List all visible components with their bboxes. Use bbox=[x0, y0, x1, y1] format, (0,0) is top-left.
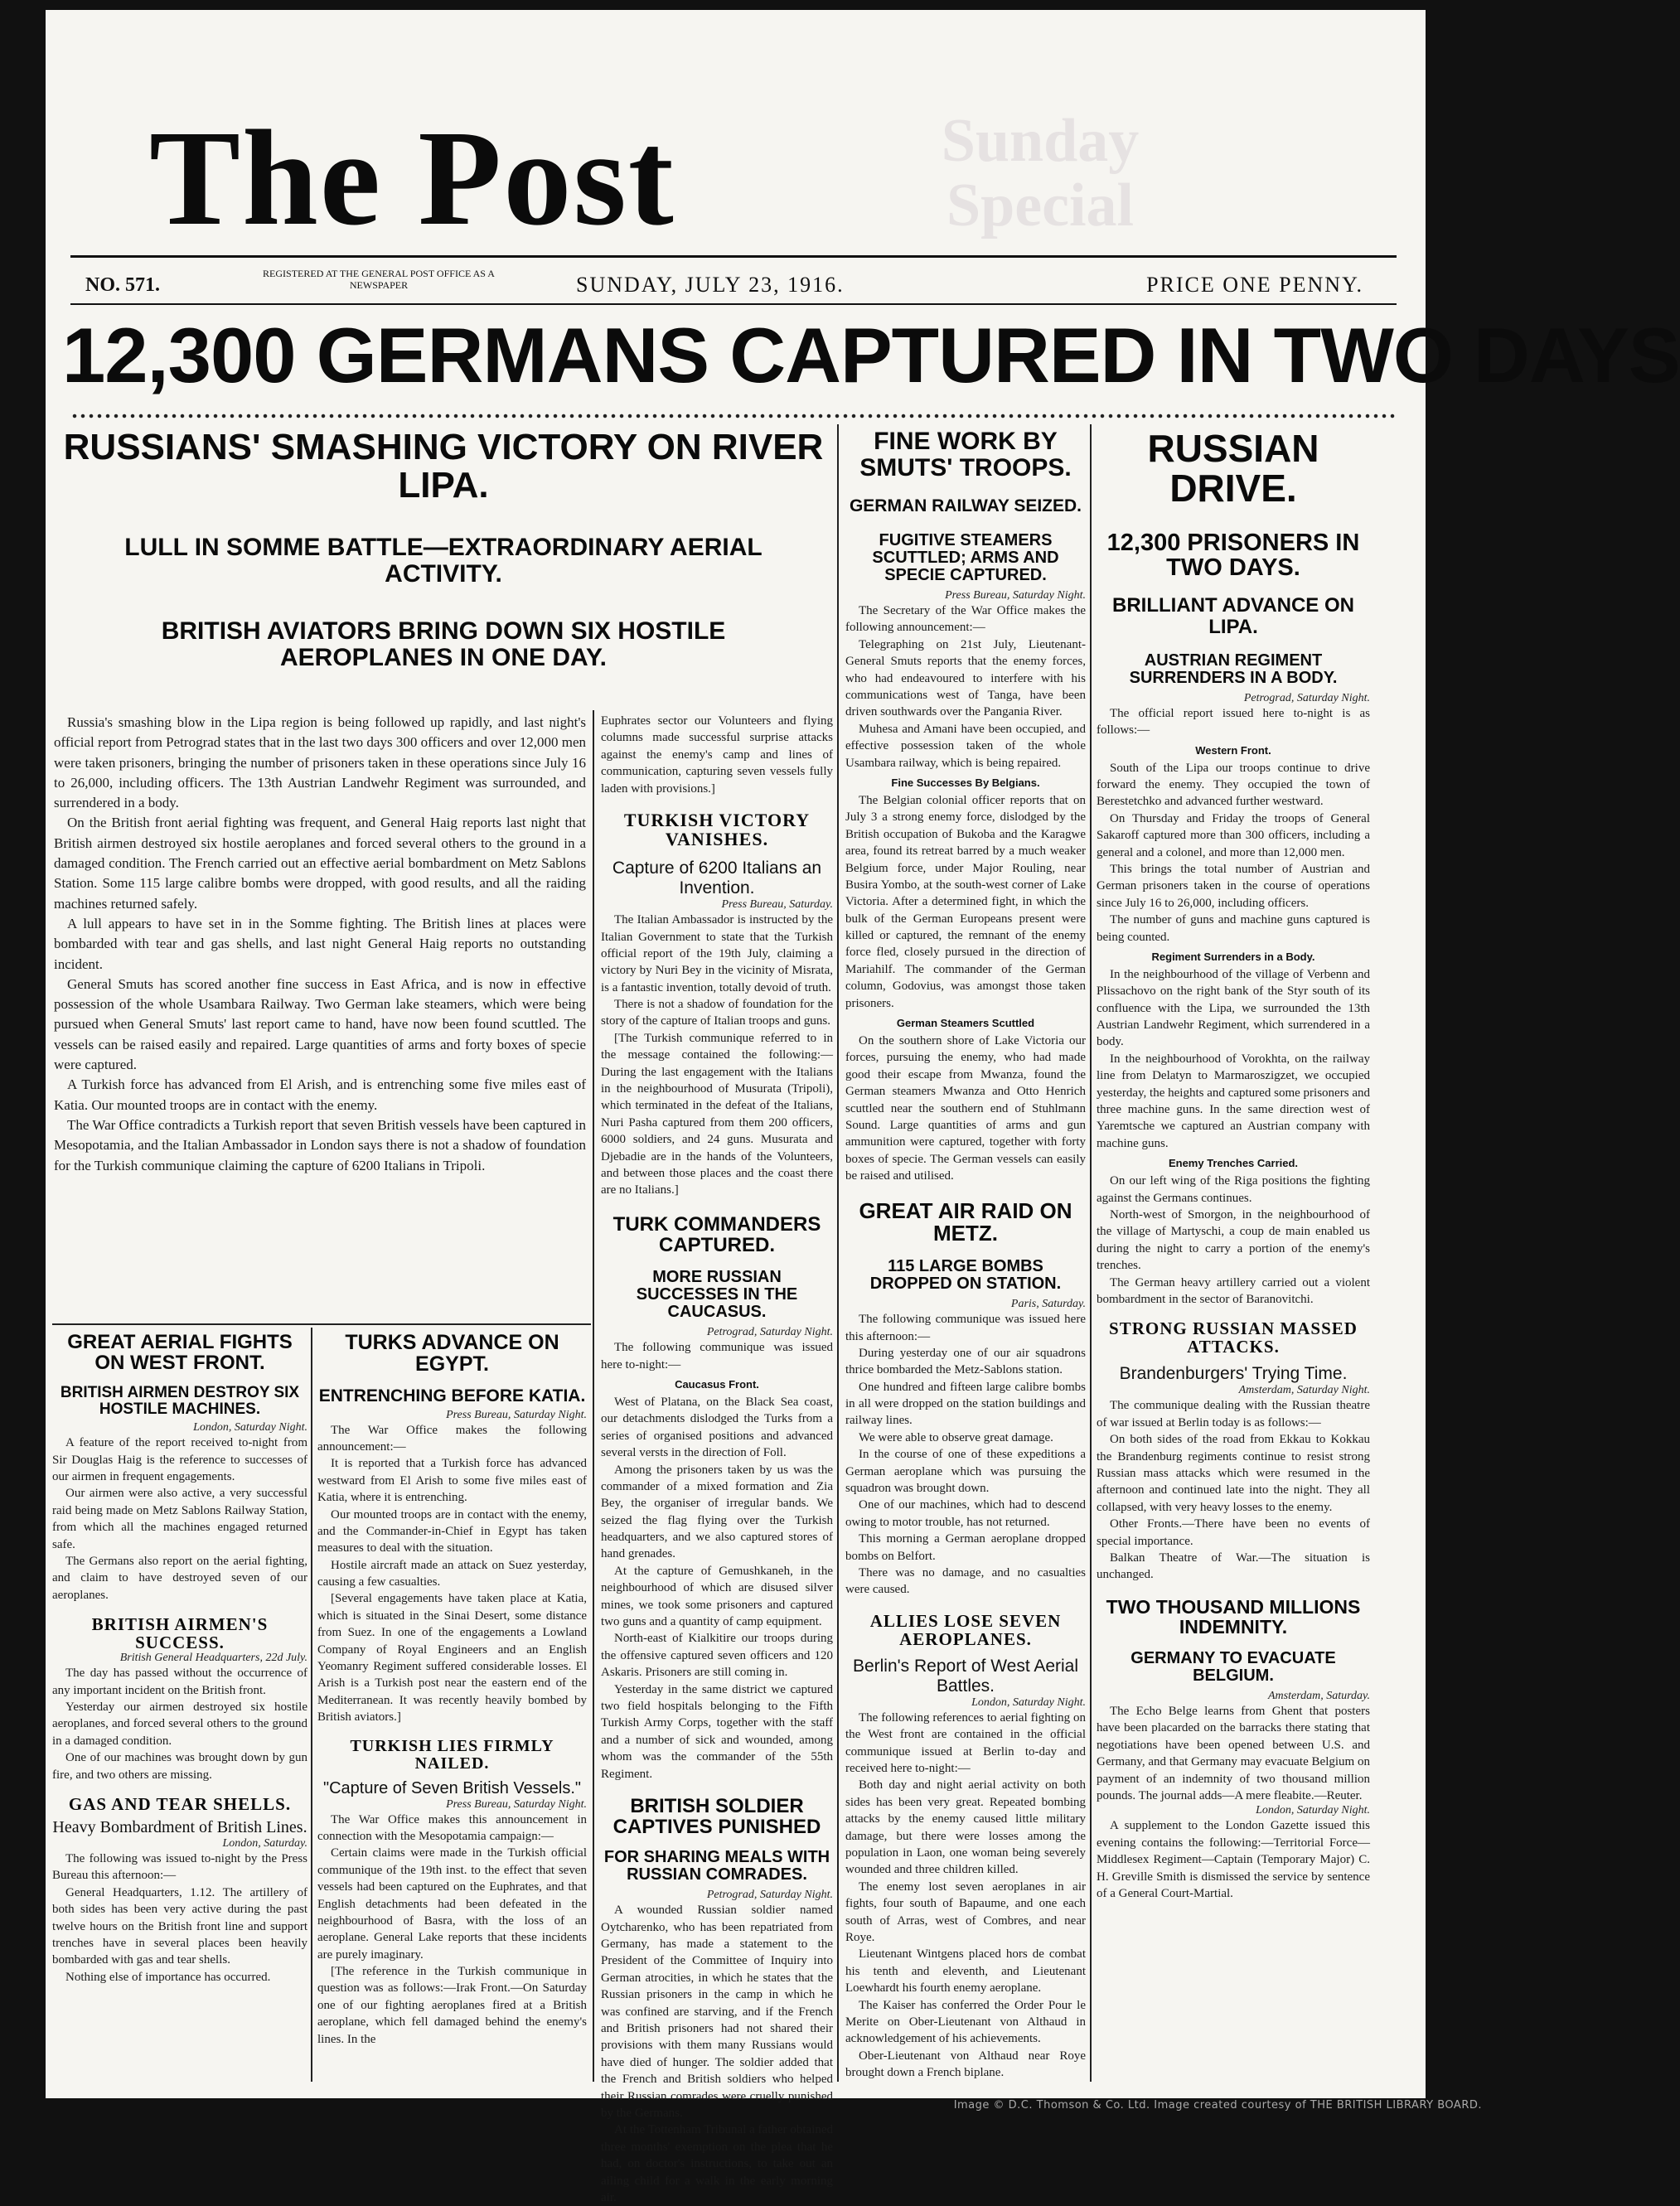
byline: Petrograd, Saturday Night. bbox=[706, 1889, 833, 1902]
paragraph: Ober-Lieutenant von Althaud near Roye brought down a French biplane. bbox=[845, 2049, 1086, 2080]
lead-story-heads bbox=[54, 428, 833, 709]
paragraph: A supplement to the London Gazette issued this evening contains the following:—Territorial Force—Middlesex Regiment—Captain (Temporary Major) C. H. Greville Smith is dismissed the service by sentence of a General Court-Martial. bbox=[1097, 1819, 1370, 1900]
airmen-success-headline: BRITISH AIRMEN'S SUCCESS. bbox=[91, 1614, 269, 1653]
section-rule bbox=[52, 1323, 591, 1325]
paragraph: On our left wing of the Riga positions the fighting against the Germans continues. bbox=[1097, 1174, 1370, 1205]
paragraph: At the Tottenham Tribunal a father obtained three months' exemption on the plea that he had, on doctor's instructions, to take out an ailing child for a walk in the early morning air. bbox=[601, 2123, 833, 2204]
column-b bbox=[601, 713, 833, 2204]
paragraph: General Smuts has scored another fine success in East Africa, and is now in effective possession of the whole Usambara Railway. Two German lake steamers, which were being pursued when General Smuts' last report came to hand, have now been found scuttled. The vessels can be raised easily and repaired. Large quantities of arms and forty boxes of specie were captured. bbox=[54, 975, 586, 1073]
paragraph: Our mounted troops are in contact with the enemy, and the Commander-in-Chief in Egypt has taken measures to deal with the situation. bbox=[317, 1507, 587, 1555]
masthead-title: The Post bbox=[149, 102, 675, 254]
paragraph: South of the Lipa our troops continue to drive forward the enemy. They occupied the town of Berestetchko and advanced further westward. bbox=[1097, 761, 1370, 809]
paragraph: On both sides of the road from Ekkau to Kokkau the Brandenburg regiments continue to resist strong Russian mass attacks which were resumed in the afternoon and continued late into the night. They all collapsed, with very heavy losses to the enemy. bbox=[1097, 1433, 1370, 1514]
paragraph: A lull appears to have set in in the Somme fighting. The British lines at places were bombarded with tear and gas shells, and last night General Haig reports no outstanding incident. bbox=[54, 915, 586, 972]
paragraph: Certain claims were made in the Turkish official communique of the 19th inst. to the effect that seven vessels had been captured on the Euphrates, and that English detachments had been defeated in the neighbourhood of Basra, with the loss of an aeroplane. General Lake reports that these incidents are purely imaginary. bbox=[317, 1846, 587, 1962]
banner-headline: 12,300 GERMANS CAPTURED IN TWO DAYS bbox=[62, 312, 1680, 399]
paragraph: It is reported that a Turkish force has advanced westward from El Arish to some five miles east of Katia, where it is entrenching. bbox=[317, 1457, 587, 1505]
subhead: Enemy Trenches Carried. bbox=[1168, 1157, 1299, 1170]
turk-commanders-headline: TURK COMMANDERS CAPTURED. bbox=[612, 1212, 821, 1256]
paragraph: General Headquarters, 1.12. The artillery of both sides has been very active during the past twelve hours on the British front line and support trenches have in several places been heavily bombarded with gas and tear shells. bbox=[52, 1885, 307, 1967]
subhead: German Steamers Scuttled bbox=[896, 1017, 1035, 1030]
allies-lose-deck: Berlin's Report of West Aerial Battles. bbox=[852, 1656, 1079, 1696]
paragraph: The enemy lost seven aeroplanes in air fights, four south of Bapaume, and one each south of Arras, west of Combres, and near Roye. bbox=[845, 1879, 1086, 1944]
byline: British General Headquarters, 22d July. bbox=[119, 1652, 307, 1665]
russian-drive-deck: BRILLIANT ADVANCE ON LIPA. bbox=[1112, 594, 1354, 638]
paragraph: [The Turkish communique referred to in the message contained the following:—During the last engagement with the Italians in the neighbourhood of Musurata (Tripoli), which terminated in the defeat of the Italians, Nuri Pasha captured from them 200 officers, 6000 soldiers, and 24 guns. Musurata and Djebadie are in the hands of the Volunteers, and between those places and the coast there are no Italians.] bbox=[601, 1031, 833, 1197]
lead-story-body bbox=[54, 713, 586, 1322]
turk-commanders-deck: MORE RUSSIAN SUCCESSES IN THE CAUCASUS. bbox=[636, 1268, 798, 1322]
smuts-deck: GERMAN RAILWAY SEIZED. bbox=[849, 496, 1082, 515]
column-rule bbox=[593, 710, 594, 2082]
paragraph: The following communique was issued here this afternoon:— bbox=[845, 1313, 1086, 1343]
allies-lose-headline: ALLIES LOSE SEVEN AEROPLANES. bbox=[869, 1610, 1062, 1649]
paragraph: The Italian Ambassador is instructed by the Italian Government to state that the Turkish official report of the 19th July, claiming a victory by Nuri Bey in the vicinity of Misrata, is a fantastic invention, totally devoid of truth. bbox=[601, 913, 833, 994]
paragraph: The Germans also report on the aerial fighting, and claim to have destroyed seven of our aeroplanes. bbox=[52, 1554, 307, 1602]
paragraph: There is not a shadow of foundation for the story of the capture of Italian troops and guns. bbox=[601, 998, 833, 1028]
paragraph: The following was issued to-night by the Press Bureau this afternoon:— bbox=[52, 1852, 307, 1883]
lead-deck: BRITISH AVIATORS BRING DOWN SIX HOSTILE AEROPLANES IN ONE DAY. bbox=[161, 617, 726, 671]
paragraph: The following communique was issued here to-night:— bbox=[601, 1341, 833, 1371]
paragraph: The German heavy artillery carried out a violent bombardment in the sector of Baranovitchi. bbox=[1097, 1275, 1370, 1306]
indemnity-headline: TWO THOUSAND MILLIONS INDEMNITY. bbox=[1106, 1595, 1361, 1638]
indemnity-deck: GERMANY TO EVACUATE BELGIUM. bbox=[1130, 1649, 1336, 1686]
paragraph: The official report issued here to-night is as follows:— bbox=[1097, 706, 1370, 738]
paragraph: At the capture of Gemushkaneh, in the neighbourhood of which are disused silver mines, we took some prisoners and captured two guns and a quantity of camp equipment. bbox=[601, 1564, 833, 1629]
paragraph: Telegraphing on 21st July, Lieutenant-General Smuts reports that the enemy forces, who had endeavoured to interfere with his communications west of Tanga, have been driven southwards over the Pangania River. bbox=[845, 637, 1086, 719]
issue-number: NO. 571. bbox=[85, 274, 160, 296]
turkish-victory-deck: Capture of 6200 Italians an Invention. bbox=[612, 859, 822, 898]
byline: Press Bureau, Saturday Night. bbox=[945, 589, 1086, 602]
byline: Petrograd, Saturday Night. bbox=[706, 1326, 833, 1339]
paragraph: This brings the total number of Austrian and German prisoners taken in the course of operations since July 16 to 26,000, including officers. bbox=[1097, 862, 1370, 910]
byline: London, Saturday Night. bbox=[1256, 1804, 1370, 1817]
smuts-headline: FINE WORK BY SMUTS' TROOPS. bbox=[859, 428, 1072, 481]
paragraph: [The reference in the Turkish communique in question was as follows:—Irak Front.—On Saturday one of our fighting aeroplanes fired at a British aeroplane, which fell damaged behind the enemy's lines. In the bbox=[317, 1965, 587, 2046]
dateline bbox=[70, 255, 1397, 305]
russian-drive-headline: RUSSIAN DRIVE. bbox=[1147, 427, 1319, 510]
russian-drive-deck: 12,300 PRISONERS IN TWO DAYS. bbox=[1106, 529, 1360, 582]
metz-raid-headline: GREAT AIR RAID ON METZ. bbox=[859, 1197, 1072, 1246]
turkish-lies-deck: "Capture of Seven British Vessels." bbox=[322, 1778, 581, 1797]
lead-headline: RUSSIANS' SMASHING VICTORY ON RIVER LIPA. bbox=[63, 427, 824, 506]
paragraph: Our airmen were also active, a very successful raid being made on Metz Sablons Railway Station, from which all the machines engaged returned safe. bbox=[52, 1487, 307, 1551]
paragraph: During yesterday one of our air squadrons thrice bombarded the Metz-Sablons station. bbox=[845, 1346, 1086, 1377]
byline: London, Saturday Night. bbox=[193, 1421, 307, 1434]
paragraph: One of our machines was brought down by gun fire, and two others are missing. bbox=[52, 1751, 307, 1782]
paragraph: This morning a German aeroplane dropped bombs on Belfort. bbox=[845, 1532, 1086, 1563]
paragraph: The War Office makes this announcement in connection with the Mesopotamia campaign:— bbox=[317, 1812, 587, 1843]
russian-drive-deck: AUSTRIAN REGIMENT SURRENDERS IN A BODY. bbox=[1129, 651, 1338, 687]
paragraph: We were able to observe great damage. bbox=[859, 1430, 1053, 1444]
paragraph: On Thursday and Friday the troops of General Sakaroff captured more than 300 officers, including a general and a colonel, and more than 12,000 men. bbox=[1097, 811, 1370, 859]
paragraph: North-east of Kialkitire our troops during the offensive captured seven officers and 120 Askaris. Prisoners are still coming in. bbox=[601, 1632, 833, 1680]
subhead: Regiment Surrenders in a Body. bbox=[1151, 950, 1315, 963]
paragraph: A wounded Russian soldier named Oytcharenko, who has been repatriated from Germany, has made a statement to the President of the Committee of Inquiry into German atrocities, in which he states that the Russian prisoners in the camp in which he was confined are starving, and if the French and British prisoners had not shared their provisions with them many Russians would have died of hunger. The soldier added that the French and British soldiers who helped their Russian comrades were cruelly punished by the Germans. bbox=[601, 1904, 833, 2120]
lead-deck: LULL IN SOMME BATTLE—EXTRAORDINARY AERIAL ACTIVITY. bbox=[124, 534, 763, 588]
registration-note: REGISTERED AT THE GENERAL POST OFFICE AS A NEWSPAPER bbox=[263, 268, 495, 292]
paragraph: The number of guns and machine guns captured is being counted. bbox=[1097, 913, 1370, 944]
paragraph: One hundred and fifteen large calibre bombs in all were dropped on the station buildings and railway lines. bbox=[845, 1380, 1086, 1428]
byline: London, Saturday Night. bbox=[971, 1696, 1086, 1709]
paragraph: The communique dealing with the Russian theatre of war issued at Berlin today is as follows:— bbox=[1097, 1399, 1370, 1430]
paragraph: The Secretary of the War Office makes the following announcement:— bbox=[845, 604, 1086, 635]
edition-ghost-text: Sunday Special bbox=[941, 107, 1140, 239]
turks-egypt-headline: TURKS ADVANCE ON EGYPT. bbox=[345, 1331, 559, 1376]
paragraph: Yesterday our airmen destroyed six hostile aeroplanes, and forced several others to the ground in a damaged condition. bbox=[52, 1700, 307, 1748]
metz-raid-deck: 115 LARGE BOMBS DROPPED ON STATION. bbox=[869, 1257, 1062, 1294]
turks-egypt-deck: ENTRENCHING BEFORE KATIA. bbox=[318, 1386, 586, 1405]
paragraph: Yesterday in the same district we captured two field hospitals belonging to the Fifth Turkish Army Corps, together with the staff and a number of sick and wounded, among whom was the commander of the 55th Regiment. bbox=[601, 1682, 833, 1781]
byline: Paris, Saturday. bbox=[1010, 1298, 1086, 1311]
byline: Press Bureau, Saturday. bbox=[721, 898, 833, 912]
paragraph: Both day and night aerial activity on both sides has been very great. Repeated bombing attacks by the enemy caused little military damage, but there were losses among the population in Laon, one woman being severely wounded and three children killed. bbox=[845, 1778, 1086, 1877]
paragraph: West of Platana, on the Black Sea coast, our detachments dislodged the Turks from a series of organised positions and advanced several versts in the direction of Foll. bbox=[601, 1395, 833, 1460]
gas-shells-deck: Heavy Bombardment of British Lines. bbox=[52, 1818, 307, 1837]
massed-attacks-deck: Brandenburgers' Trying Time. bbox=[1119, 1364, 1348, 1384]
bead-rule bbox=[70, 413, 1397, 419]
paragraph: On the southern shore of Lake Victoria our forces, pursuing the enemy, who had made good their escape from Mwanza, found the German steamers Mwanza and Otto Henrich scuttled near the southern end of Stuhlmann Sound. Large quantities of arms and gun ammunition were captured, together with forty boxes of specie. The German vessels can easily be raised and utilised. bbox=[845, 1034, 1086, 1183]
british-soldier-deck: FOR SHARING MEALS WITH RUSSIAN COMRADES. bbox=[603, 1848, 830, 1884]
paragraph: In the course of one of these expeditions a German aeroplane which was pursuing the squadron was brought down. bbox=[845, 1448, 1086, 1496]
aerial-fights-deck: BRITISH AIRMEN DESTROY SIX HOSTILE MACHINES. bbox=[60, 1384, 300, 1419]
paragraph: The Kaiser has conferred the Order Pour le Merite on Ober-Lieutenant von Althaud in acknowledgement of his achievements. bbox=[845, 1998, 1086, 2046]
gas-shells-headline: GAS AND TEAR SHELLS. bbox=[68, 1793, 292, 1814]
byline: London, Saturday. bbox=[222, 1837, 307, 1850]
paragraph: Nothing else of importance has occurred. bbox=[65, 1970, 271, 1984]
column-rule bbox=[837, 424, 839, 2082]
paragraph: [Several engagements have taken place at Katia, which is situated in the Sinai Desert, some distance from Suez. In one of the engagements a Lowland Company of Royal Engineers and an English Yeomanry Regiment suffered considerable losses. El Arish is a Turkish post near the eastern end of the Mediterranean. It was recently heavily bombed by British aviators.] bbox=[317, 1592, 587, 1725]
aerial-fights-headline: GREAT AERIAL FIGHTS ON WEST FRONT. bbox=[67, 1331, 293, 1375]
paragraph: The War Office makes the following announcement:— bbox=[317, 1423, 587, 1454]
paragraph: Lieutenant Wintgens placed hors de combat his tenth and eleventh, and Lieutenant Loewhardt his fourth enemy aeroplane. bbox=[845, 1947, 1086, 1996]
column-rule bbox=[311, 1328, 312, 2082]
paragraph: The Echo Belge learns from Ghent that posters have been placarded on the barracks there stating that negotiations have been opened between U.S. and Germany, and that Germany may evacuate Belgium on payment of an indemnity of two thousand million pounds. The journal adds—A mere fleabite.—Reuter. bbox=[1097, 1705, 1370, 1802]
column-d bbox=[1097, 428, 1370, 2090]
paragraph: The War Office contradicts a Turkish report that seven British vessels have been captured in Mesopotamia, and the Italian Ambassador in London says there is not a shadow of foundation for the Turkish communique claiming the capture of 6200 Italians in Tripoli. bbox=[54, 1116, 586, 1173]
byline: Petrograd, Saturday Night. bbox=[1243, 691, 1370, 704]
paragraph: North-west of Smorgon, in the neighbourhood of the village of Martyschi, a coup de main enabled us during the night to carry a portion of the enemy's trenches. bbox=[1097, 1208, 1370, 1273]
column-rule bbox=[1090, 424, 1092, 2082]
paragraph: Balkan Theatre of War.—The situation is unchanged. bbox=[1097, 1550, 1370, 1582]
paragraph: The Belgian colonial officer reports that on July 3 a strong enemy force, dislodged by the British occupation of Bukoba and the Karagwe area, found its retreat barred by a much weaker Belgium force, under Major Rouling, near Busira Yombo, at the south-west corner of Lake Victoria. After a determined fight, in which the bulk of the German Europeans present were killed or captured, the remnant of the enemy force fled, closely pursued in the direction of Mariahilf. The commander of the German column, Godovius, was amongst those taken prisoners. bbox=[845, 793, 1086, 1010]
subhead: Fine Successes By Belgians. bbox=[891, 776, 1040, 789]
turkish-lies-headline: TURKISH LIES FIRMLY NAILED. bbox=[350, 1736, 554, 1773]
smuts-deck: FUGITIVE STEAMERS SCUTTLED; ARMS AND SPECIE CAPTURED. bbox=[872, 531, 1059, 585]
turkish-victory-headline: TURKISH VICTORY VANISHES. bbox=[623, 809, 811, 850]
subhead: Western Front. bbox=[1195, 743, 1271, 757]
massed-attacks-headline: STRONG RUSSIAN MASSED ATTACKS. bbox=[1109, 1318, 1358, 1357]
british-soldier-headline: BRITISH SOLDIER CAPTIVES PUNISHED bbox=[612, 1794, 821, 1839]
column-a2 bbox=[317, 1332, 587, 2090]
column-c bbox=[845, 428, 1086, 2090]
image-credit: Image © D.C. Thomson & Co. Ltd. Image created courtesy of THE BRITISH LIBRARY BOARD. bbox=[953, 2099, 1482, 2112]
issue-price: PRICE ONE PENNY. bbox=[1146, 273, 1363, 297]
paragraph: In the neighbourhood of the village of Verbenn and Plissachovo on the right bank of the Styr south of its confluence with the Lipa, we surrounded the 13th Austrian Landwehr Regiment, which surrendered in a body. bbox=[1097, 967, 1370, 1049]
paragraph: On the British front aerial fighting was frequent, and General Haig reports last night that British airmen destroyed six hostile aeroplanes and forced several others to the ground in a damaged condition. The French carried out an effective aerial bombardment on Metz Sablons Station. Some 115 large calibre bombs were dropped, with good results, and all the raiding machines returned safely. bbox=[54, 815, 586, 912]
paragraph: One of our machines, which had to descend owing to motor trouble, has not returned. bbox=[845, 1498, 1086, 1529]
paragraph: Muhesa and Amani have been occupied, and effective possession taken of the whole Usambara railway, which is being repaired. bbox=[845, 722, 1086, 770]
paragraph: Among the prisoners taken by us was the commander of a mixed formation and Zia Bey, the organiser of irregular bands. We seized the flag flying over the Turkish headquarters, and we also captured stores of hand grenades. bbox=[601, 1463, 833, 1561]
paragraph: Other Fronts.—There have been no events of special importance. bbox=[1097, 1517, 1370, 1548]
subhead: Caucasus Front. bbox=[675, 1377, 759, 1391]
issue-date: SUNDAY, JULY 23, 1916. bbox=[576, 273, 845, 297]
column-a1 bbox=[52, 1332, 307, 2090]
paragraph: In the neighbourhood of Vorokhta, on the railway line from Delatyn to Marmaroszigzet, we occupied yesterday, the heights and captured some prisoners and three machine guns. In the same direction west of Yaremtsche we captured an Austrian company with machine guns. bbox=[1097, 1052, 1370, 1150]
paragraph: There was no damage, and no casualties were caused. bbox=[845, 1566, 1086, 1597]
byline: Amsterdam, Saturday. bbox=[1267, 1690, 1370, 1703]
paragraph: Hostile aircraft made an attack on Suez yesterday, causing a few casualties. bbox=[317, 1558, 587, 1589]
paragraph: Russia's smashing blow in the Lipa region is being followed up rapidly, and last night's official report from Petrograd states that in the last two days 300 officers and over 12,000 men were taken prisoners, bringing the number of prisoners taken in these operations since July 16 to 26,000, including officers. The 13th Austrian Landwehr Regiment was surrounded, and surrendered in a body. bbox=[54, 714, 586, 811]
byline: Press Bureau, Saturday Night. bbox=[446, 1408, 587, 1421]
euphrates-text: Euphrates sector our Volunteers and flying columns made successful surprise attacks against the enemy's camp and lines of communication, capturing seven vessels fully laden with provisions.] bbox=[601, 714, 833, 796]
paragraph: The day has passed without the occurrence of any important incident on the British front. bbox=[52, 1667, 307, 1697]
paragraph: A Turkish force has advanced from El Arish, and is entrenching some five miles east of Katia. Our mounted troops are in contact with the enemy. bbox=[54, 1076, 586, 1113]
paragraph: The following references to aerial fighting on the West front are contained in the official communique issued at Berlin to-day and received here to-night:— bbox=[845, 1710, 1086, 1776]
byline: Amsterdam, Saturday Night. bbox=[1238, 1384, 1370, 1397]
byline: Press Bureau, Saturday Night. bbox=[446, 1797, 587, 1811]
paragraph: A feature of the report received to-night from Sir Douglas Haig is the reference to successes of our airmen in frequent engagements. bbox=[52, 1436, 307, 1484]
